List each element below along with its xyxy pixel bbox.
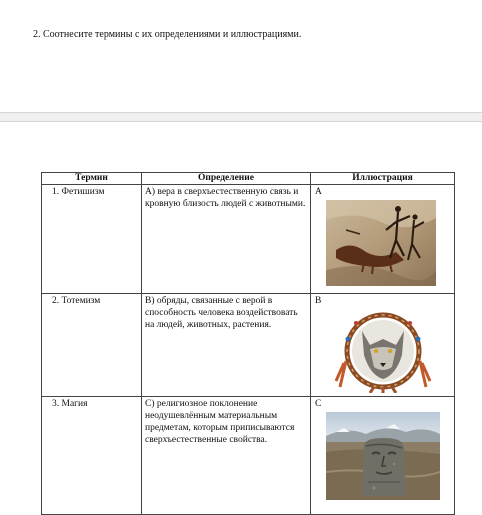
cave-painting-image — [326, 200, 436, 286]
header-illustration: Иллюстрация — [311, 173, 455, 185]
table-row — [42, 185, 455, 294]
illustration-letter: В — [315, 296, 322, 306]
illustration-cell — [311, 397, 455, 515]
term-cell: 1. Фетишизм — [42, 185, 142, 294]
document-page-top — [0, 0, 482, 112]
definition-cell: В) обряды, связанные с верой в способность человека воздействовать на людей, животных, растения. — [142, 294, 311, 397]
header-definition: Определение — [142, 173, 311, 185]
term-cell: 2. Тотемизм — [42, 294, 142, 397]
page-break-gap — [0, 112, 482, 122]
definition-cell: А) вера в сверхъестественную связь и кровную близость людей с животными. — [142, 185, 311, 294]
definition-cell: С) религиозное поклонение неодушевлённым материальным предметам, которым приписываются сверхъестественные свойства. — [142, 397, 311, 515]
table-header-row — [42, 173, 455, 185]
wolf-dreamcatcher-image — [326, 309, 440, 393]
term-cell: 3. Магия — [42, 397, 142, 515]
task-heading: 2. Соотнесите термины с их определениями и иллюстрациями. — [33, 29, 302, 40]
matching-table — [41, 172, 455, 515]
illustration-cell — [311, 294, 455, 397]
table-row — [42, 294, 455, 397]
illustration-letter: А — [315, 187, 322, 197]
table-row — [42, 397, 455, 515]
stone-idol-image — [326, 412, 440, 500]
header-term: Термин — [42, 173, 142, 185]
illustration-cell — [311, 185, 455, 294]
illustration-letter: С — [315, 399, 322, 409]
